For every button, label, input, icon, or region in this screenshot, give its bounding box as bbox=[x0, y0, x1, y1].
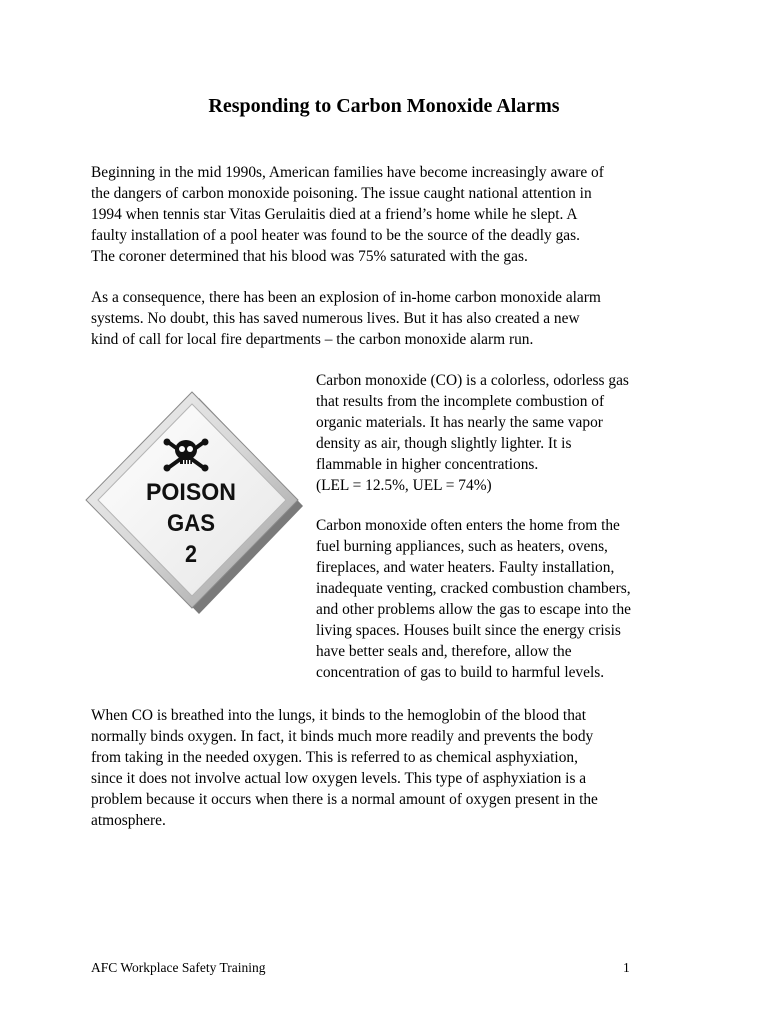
text-line: and other problems allow the gas to escape into the bbox=[316, 601, 631, 618]
text-line: 1994 when tennis star Vitas Gerulaitis died at a friend’s home while he slept. A bbox=[91, 206, 578, 223]
text-line: (LEL = 12.5%, UEL = 74%) bbox=[316, 477, 492, 494]
placard-line-2: GAS bbox=[167, 510, 215, 537]
text-line: kind of call for local fire departments – the carbon monoxide alarm run. bbox=[91, 331, 534, 348]
text-line: fireplaces, and water heaters. Faulty installation, bbox=[316, 559, 615, 576]
text-line: Carbon monoxide (CO) is a colorless, odorless gas bbox=[316, 372, 629, 389]
text-line: Carbon monoxide often enters the home from the bbox=[316, 517, 620, 534]
poison-gas-placard bbox=[84, 390, 304, 616]
text-line: inadequate venting, cracked combustion chambers, bbox=[316, 580, 631, 597]
paragraph-co-sources bbox=[316, 515, 631, 683]
text-line: density as air, though slightly lighter. It is bbox=[316, 435, 572, 452]
text-line: problem because it occurs when there is a normal amount of oxygen present in the bbox=[91, 791, 598, 808]
placard-graphic bbox=[84, 390, 304, 616]
text-line: organic materials. It has nearly the same vapor bbox=[316, 414, 603, 431]
text-line: have better seals and, therefore, allow the bbox=[316, 643, 572, 660]
text-line: normally binds oxygen. In fact, it binds much more readily and prevents the body bbox=[91, 728, 594, 745]
footer-title: AFC Workplace Safety Training bbox=[91, 960, 266, 975]
text-line: that results from the incomplete combustion of bbox=[316, 393, 605, 410]
document-title: Responding to Carbon Monoxide Alarms bbox=[208, 95, 560, 117]
text-line: from taking in the needed oxygen. This is referred to as chemical asphyxiation, bbox=[91, 749, 578, 766]
text-line: The coroner determined that his blood was 75% saturated with the gas. bbox=[91, 248, 528, 265]
text-line: flammable in higher concentrations. bbox=[316, 456, 539, 473]
text-line: Beginning in the mid 1990s, American families have become increasingly aware of bbox=[91, 164, 604, 181]
text-line: systems. No doubt, this has saved numerous lives. But it has also created a new bbox=[91, 310, 580, 327]
paragraph-co-properties bbox=[316, 370, 629, 496]
text-line: When CO is breathed into the lungs, it binds to the hemoglobin of the blood that bbox=[91, 707, 586, 724]
paragraph-intro bbox=[91, 162, 604, 267]
text-line: concentration of gas to build to harmful levels. bbox=[316, 664, 605, 681]
text-line: since it does not involve actual low oxygen levels. This type of asphyxiation is a bbox=[91, 770, 587, 787]
text-line: faulty installation of a pool heater was found to be the source of the deadly gas. bbox=[91, 227, 580, 244]
text-line: living spaces. Houses built since the energy crisis bbox=[316, 622, 621, 639]
paragraph-consequence bbox=[91, 287, 601, 350]
page-number: 1 bbox=[623, 960, 630, 975]
placard-class-number: 2 bbox=[185, 541, 197, 568]
text-line: fuel burning appliances, such as heaters, ovens, bbox=[316, 538, 608, 555]
text-line: the dangers of carbon monoxide poisoning. The issue caught national attention in bbox=[91, 185, 592, 202]
text-line: atmosphere. bbox=[91, 812, 166, 829]
paragraph-asphyxiation bbox=[91, 705, 598, 831]
text-line: As a consequence, there has been an explosion of in-home carbon monoxide alarm bbox=[91, 289, 601, 306]
placard-line-1: POISON bbox=[146, 479, 236, 506]
